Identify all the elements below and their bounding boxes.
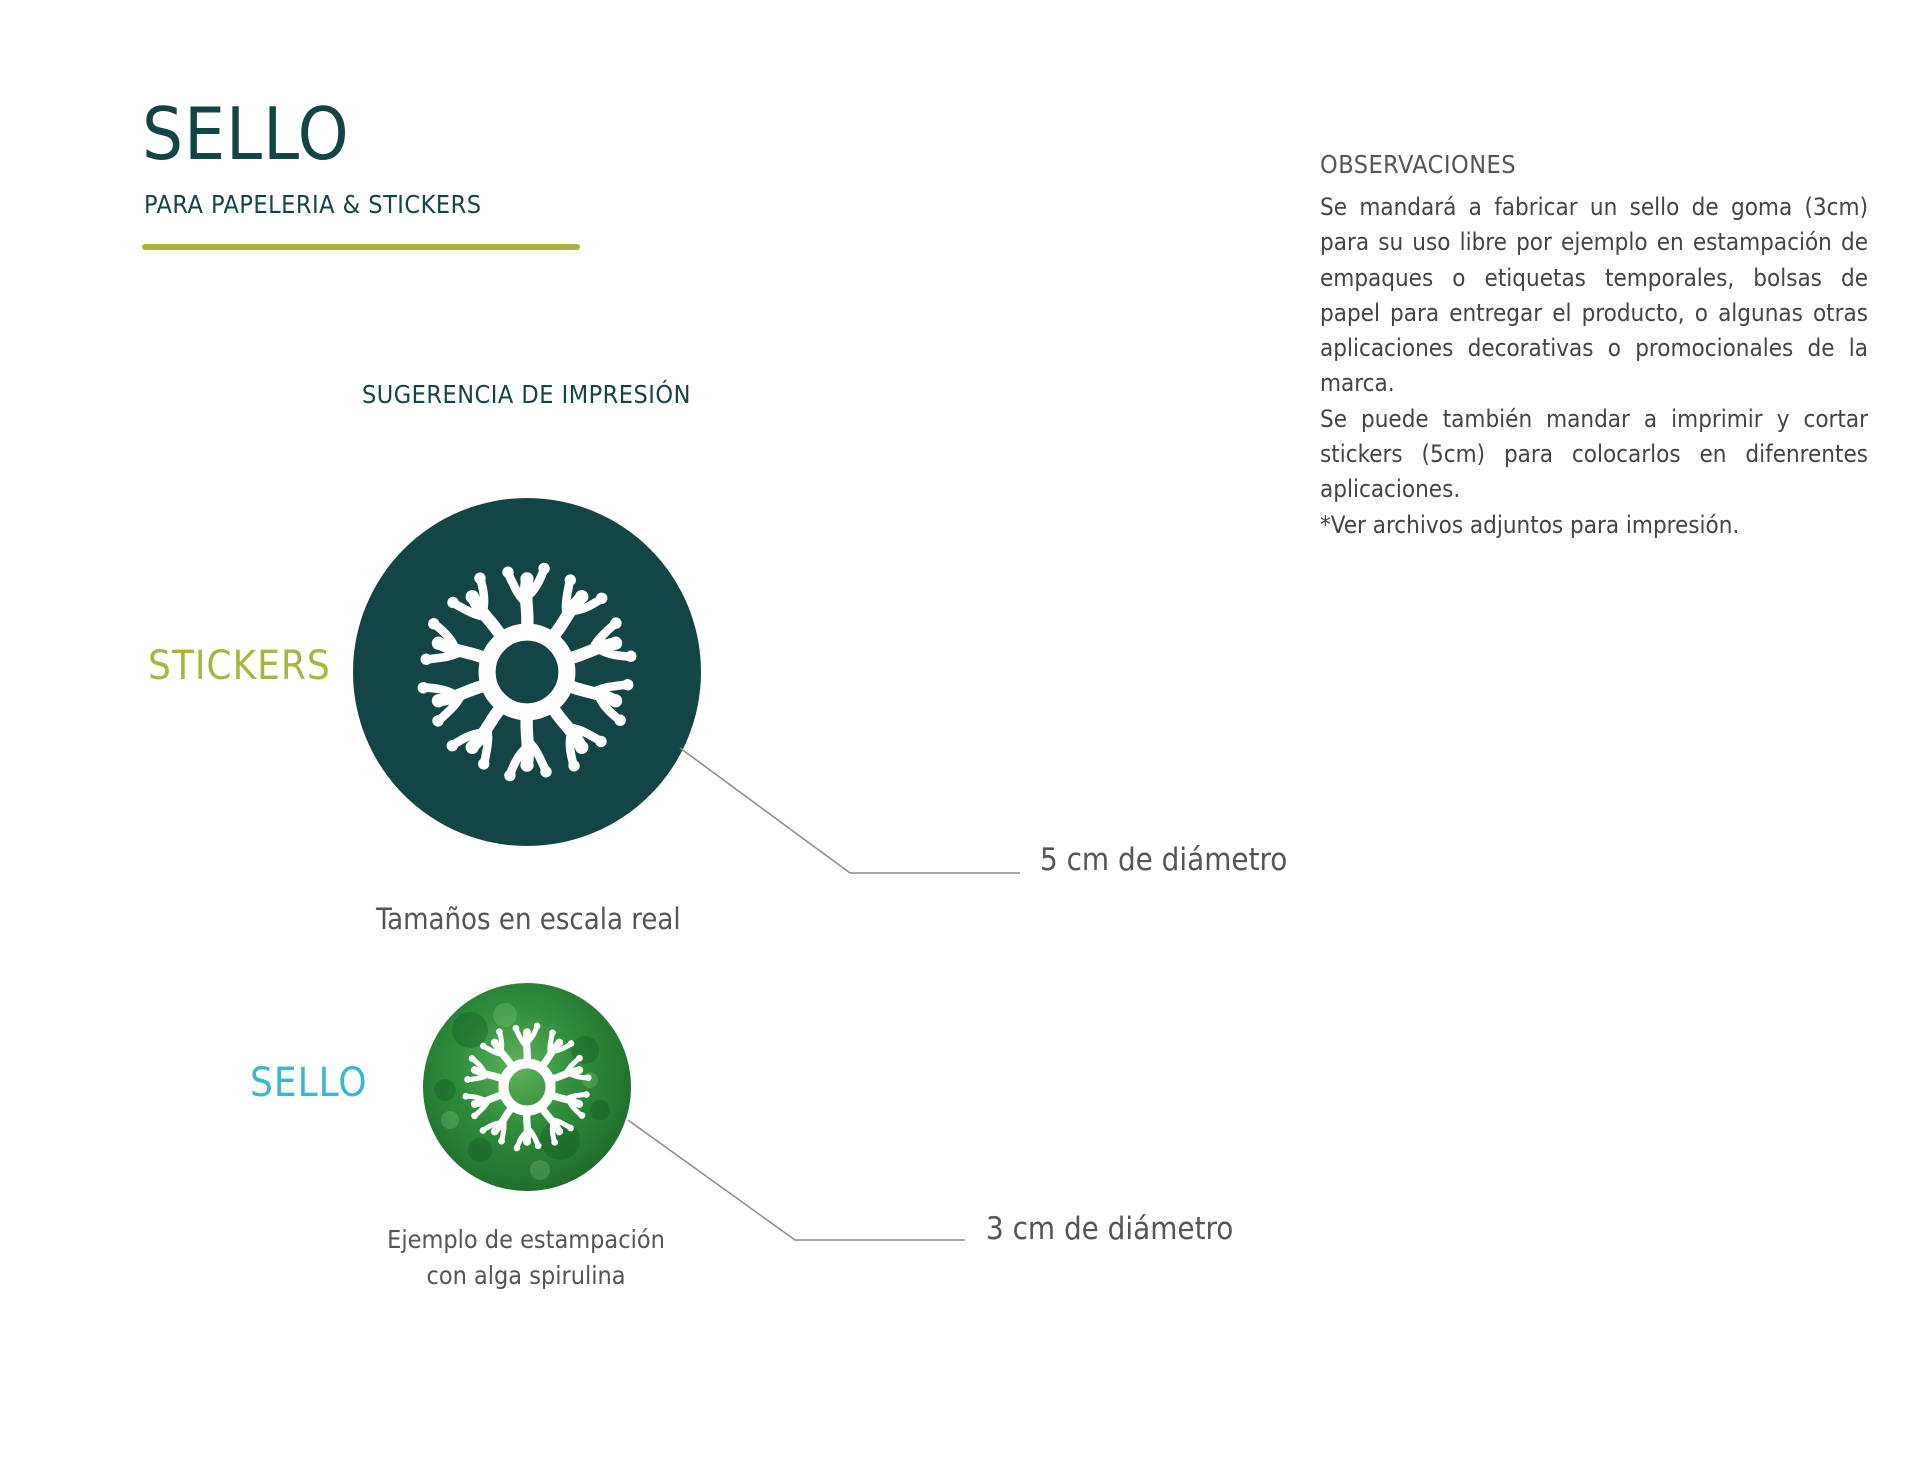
page-subtitle: PARA PAPELERIA & STICKERS (144, 190, 482, 219)
observations-paragraph: Se mandará a fabricar un sello de goma (3cm) para su uso libre por ejemplo en estampación de empaques o etiquetas temporales, bolsas de papel para entregar el producto, o algunas otras aplicaciones decorativas o promocionales de la marca. (1320, 193, 1868, 398)
stamp-caption-line1: Ejemplo de estampación (387, 1225, 665, 1254)
sticker-dimension-label: 5 cm de diámetro (1040, 842, 1288, 878)
sello-label: SELLO (250, 1060, 368, 1106)
sticker-badge (353, 498, 701, 846)
observations-paragraph: Se puede también mandar a imprimir y cortar stickers (5cm) para colocarlos en difenrentes aplicaciones. (1320, 404, 1868, 504)
page-title: SELLO (142, 92, 350, 176)
stickers-label: STICKERS (148, 643, 331, 689)
scale-note: Tamaños en escala real (376, 902, 681, 936)
section-heading: SUGERENCIA DE IMPRESIÓN (362, 380, 691, 409)
observations-paragraph: *Ver archivos adjuntos para impresión. (1320, 510, 1740, 539)
stamp-caption-line2: con alga spirulina (426, 1261, 626, 1290)
seal-stamp (423, 983, 631, 1191)
seal-leader-line (628, 1120, 965, 1240)
observations-heading: OBSERVACIONES (1320, 150, 1517, 179)
sticker-circle (353, 498, 701, 846)
seal-dimension-label: 3 cm de diámetro (986, 1211, 1234, 1247)
sticker-leader-line (680, 748, 1020, 873)
